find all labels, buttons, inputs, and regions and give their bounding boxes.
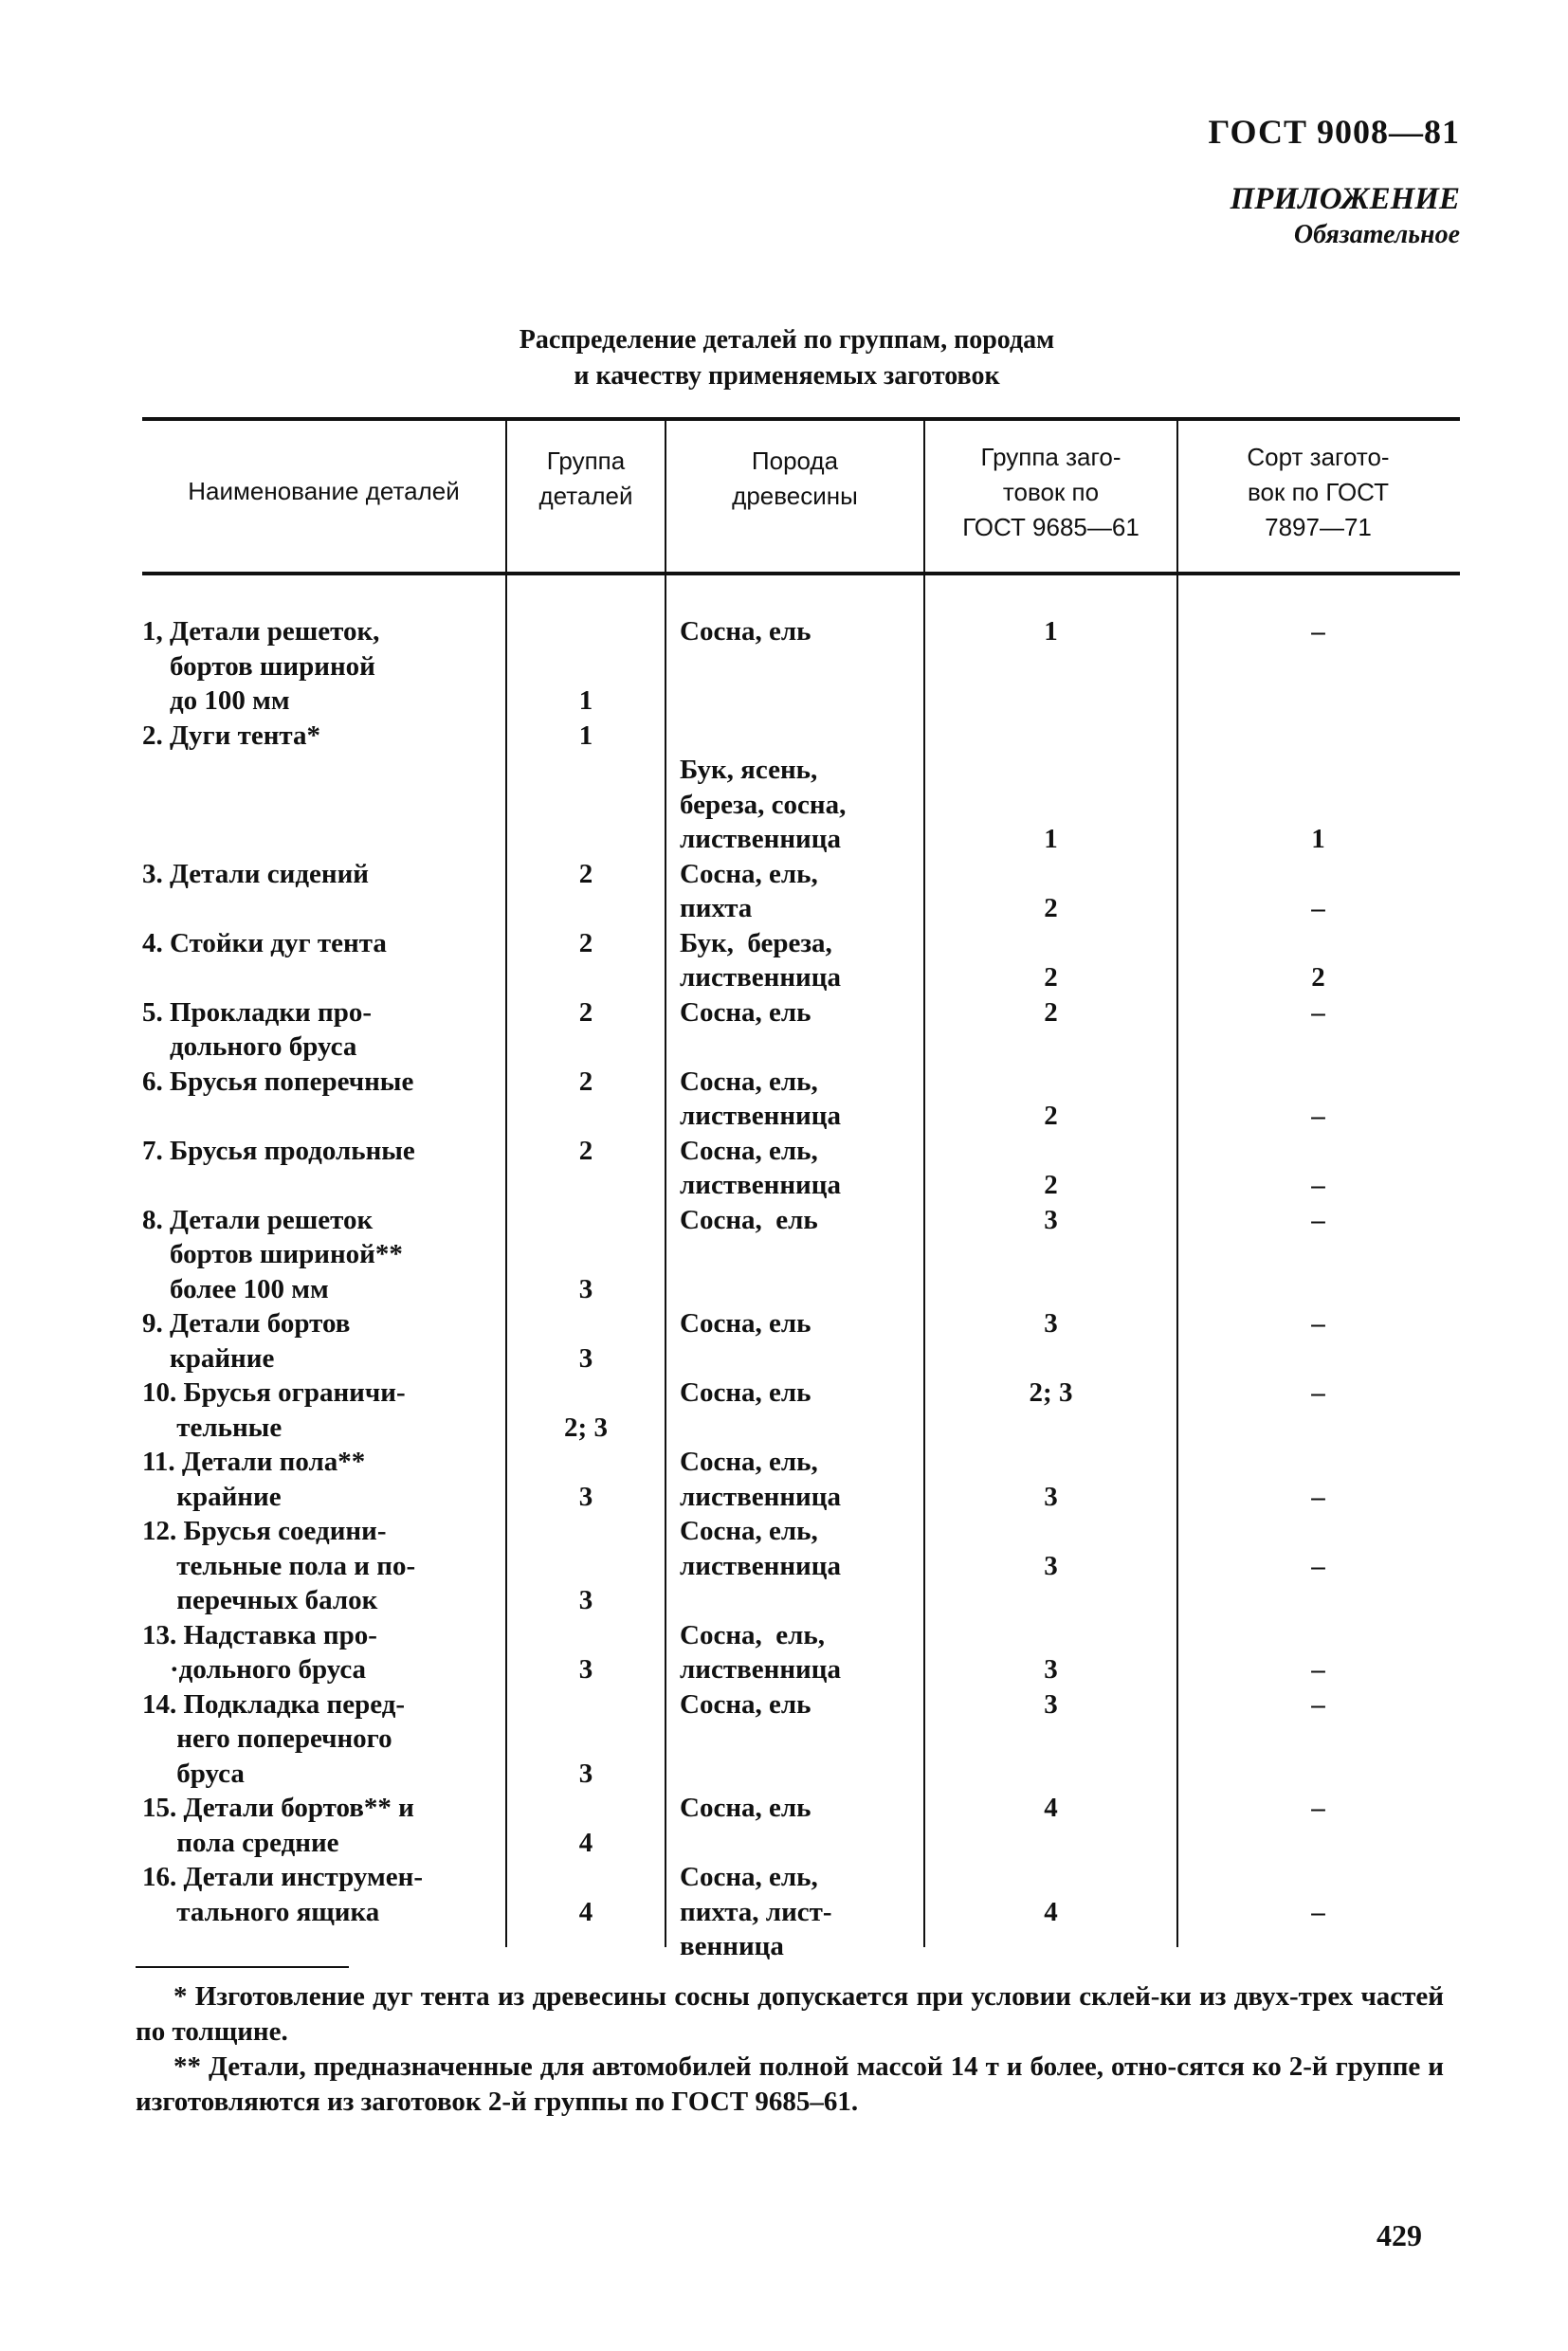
cell-wood: Сосна, ель, [680, 1619, 826, 1650]
cell-group: 2 [578, 1135, 593, 1166]
column-divider [505, 421, 507, 1947]
cell-wood: Сосна, ель [680, 1377, 811, 1408]
cell-name: бортов шириной [142, 650, 375, 682]
cell-blank-group: 2 [1044, 996, 1058, 1028]
cell-blank-group: 3 [1044, 1654, 1058, 1685]
cell-wood: Сосна, ель, [680, 1862, 818, 1892]
cell-wood: береза, сосна, [680, 789, 847, 820]
header-grade-line: вок по ГОСТ [1248, 478, 1389, 506]
cell-grade: 2 [1311, 962, 1325, 993]
cell-name: 12. Брусья соедини- [142, 1516, 387, 1546]
document-code: ГОСТ 9008—81 [1208, 113, 1460, 151]
cell-wood: Бук, береза, [680, 927, 832, 958]
header-blank-group-line: ГОСТ 9685—61 [962, 513, 1140, 541]
header-group-line: Группа [546, 447, 626, 475]
cell-group: 3 [578, 1585, 593, 1615]
cell-group: 4 [578, 1827, 593, 1858]
cell-name: пола средние [142, 1827, 339, 1858]
cell-group: 1 [578, 720, 593, 751]
cell-blank-group: 1 [1044, 616, 1058, 647]
cell-wood: Сосна, ель [680, 1308, 811, 1339]
cell-group: 2 [578, 858, 593, 889]
table-top-rule [142, 417, 1460, 421]
cell-wood: Сосна, ель [680, 1793, 811, 1823]
cell-wood: венница [680, 1931, 784, 1961]
cell-grade: – [1311, 1308, 1325, 1339]
cell-wood: Сосна, ель, [680, 1516, 818, 1546]
table-caption-line-1: Распределение деталей по группам, породам [519, 325, 1055, 355]
cell-group: 2; 3 [564, 1412, 608, 1443]
cell-wood: лиственница [680, 1481, 841, 1512]
cell-grade: – [1311, 1204, 1325, 1235]
cell-wood: пихта, лист- [680, 1896, 832, 1927]
cell-blank-group: 2; 3 [1029, 1377, 1073, 1408]
cell-name: 8. Детали решеток [142, 1204, 374, 1235]
cell-name: 7. Брусья продольные [142, 1135, 415, 1166]
cell-group: 3 [578, 1342, 593, 1374]
cell-blank-group: 3 [1044, 1481, 1058, 1512]
cell-blank-group: 3 [1044, 1688, 1058, 1720]
cell-name: 10. Брусья ограничи- [142, 1377, 406, 1408]
cell-group: 1 [578, 685, 593, 716]
cell-blank-group: 2 [1044, 1170, 1058, 1200]
cell-name: тельные пола и по- [142, 1550, 416, 1581]
cell-name: тельные [142, 1412, 283, 1443]
cell-name: 9. Детали бортов [142, 1308, 351, 1339]
cell-blank-group: 2 [1044, 1101, 1058, 1131]
cell-grade: – [1311, 1550, 1325, 1581]
header-group-line: деталей [538, 482, 633, 510]
header-grade-line: 7897—71 [1265, 513, 1372, 541]
cell-wood: лиственница [680, 1101, 841, 1131]
cell-grade: – [1311, 1101, 1325, 1131]
cell-wood: Бук, ясень, [680, 755, 818, 785]
cell-name: более 100 мм [142, 1273, 329, 1304]
header-group [507, 444, 665, 514]
cell-name: крайние [142, 1481, 282, 1512]
cell-name: 2. Дуги тента* [142, 720, 321, 751]
cell-group: 2 [578, 996, 593, 1028]
cell-wood: Сосна, ель, [680, 858, 818, 889]
header-name: Наименование деталей [188, 477, 460, 505]
cell-grade: – [1311, 1481, 1325, 1512]
cell-group: 3 [578, 1654, 593, 1685]
cell-group: 2 [578, 1066, 593, 1097]
cell-name: него поперечного [142, 1723, 392, 1754]
cell-grade: – [1311, 1654, 1325, 1685]
cell-blank-group: 4 [1044, 1793, 1058, 1823]
header-wood-line: древесины [732, 482, 858, 510]
cell-grade: – [1311, 996, 1325, 1028]
cell-name: бортов шириной** [142, 1239, 403, 1269]
cell-name: до 100 мм [142, 685, 290, 716]
cell-group: 3 [578, 1758, 593, 1789]
cell-group: 4 [578, 1896, 593, 1927]
cell-grade: – [1311, 616, 1325, 647]
cell-grade: – [1311, 1688, 1325, 1720]
appendix-status: Обязательное [1293, 220, 1460, 249]
footnote-2: ** Детали, предназначенные для автомобилей полной массой 14 т и более, отно-сятся ко 2-й группе и изготовляются из заготовок 2-й группы по ГОСТ 9685–61. [136, 2051, 1444, 2117]
cell-blank-group: 3 [1044, 1308, 1058, 1339]
cell-name: 16. Детали инструмен- [142, 1862, 424, 1892]
cell-name: перечных балок [142, 1585, 378, 1615]
cell-group: 3 [578, 1481, 593, 1512]
cell-blank-group: 4 [1044, 1896, 1058, 1927]
cell-wood: Сосна, ель, [680, 1135, 818, 1166]
cell-grade: – [1311, 1793, 1325, 1823]
cell-name: 13. Надставка про- [142, 1619, 377, 1650]
cell-blank-group: 3 [1044, 1204, 1058, 1235]
cell-wood: Сосна, ель, [680, 1066, 818, 1097]
cell-grade: – [1311, 1896, 1325, 1927]
cell-wood: пихта [680, 893, 753, 923]
cell-name: крайние [142, 1342, 275, 1374]
cell-name: ·дольного бруса [142, 1654, 367, 1685]
column-divider [665, 421, 666, 1947]
header-blank-group-line: Группа заго- [980, 443, 1121, 471]
cell-name: 14. Подкладка перед- [142, 1688, 406, 1720]
cell-wood: Сосна, ель, [680, 1447, 818, 1477]
cell-blank-group: 2 [1044, 962, 1058, 993]
cell-grade: – [1311, 1170, 1325, 1200]
cell-name: дольного бруса [142, 1031, 357, 1062]
cell-name: бруса [142, 1758, 245, 1789]
appendix-title: ПРИЛОЖЕНИЕ [1230, 182, 1460, 216]
header-blank-group [925, 440, 1176, 545]
cell-wood: лиственница [680, 824, 841, 854]
cell-wood: Сосна, ель [680, 996, 811, 1028]
cell-group: 2 [578, 927, 593, 958]
header-grade-line: Сорт загото- [1247, 443, 1390, 471]
table-header-rule [142, 572, 1460, 575]
cell-wood: лиственница [680, 962, 841, 993]
cell-name: 15. Детали бортов** и [142, 1793, 414, 1823]
cell-wood: лиственница [680, 1550, 841, 1581]
cell-name: 11. Детали пола** [142, 1447, 366, 1477]
cell-grade: 1 [1311, 824, 1325, 854]
footnote-separator [136, 1966, 349, 1968]
cell-blank-group: 1 [1044, 824, 1058, 854]
cell-grade: – [1311, 893, 1325, 923]
cell-grade: – [1311, 1377, 1325, 1408]
cell-group: 3 [578, 1273, 593, 1304]
cell-wood: Сосна, ель [680, 616, 811, 647]
header-grade [1178, 440, 1458, 545]
cell-name: 4. Стойки дуг тента [142, 927, 387, 958]
page-number: 429 [1377, 2218, 1422, 2252]
cell-name: 3. Детали сидений [142, 858, 370, 889]
table-caption-line-2: и качеству применяемых заготовок [574, 361, 1000, 391]
header-wood [666, 444, 923, 514]
header-blank-group-line: товок по [1002, 478, 1100, 506]
header-wood-line: Порода [751, 447, 839, 475]
cell-name: 5. Прокладки про- [142, 996, 372, 1028]
cell-wood: Сосна, ель [680, 1688, 811, 1720]
cell-name: 1, Детали решеток, [142, 616, 380, 647]
cell-wood: лиственница [680, 1170, 841, 1200]
cell-wood: Сосна, ель [680, 1204, 818, 1235]
cell-name: 6. Брусья поперечные [142, 1066, 414, 1097]
cell-wood: лиственница [680, 1654, 841, 1685]
cell-blank-group: 3 [1044, 1550, 1058, 1581]
table-caption [313, 322, 1261, 394]
cell-name: тального ящика [142, 1896, 380, 1927]
cell-blank-group: 2 [1044, 893, 1058, 923]
footnote-1: * Изготовление дуг тента из древесины сосны допускается при условии склей-ки из двух-трех частей по толщине. [136, 1981, 1444, 2047]
